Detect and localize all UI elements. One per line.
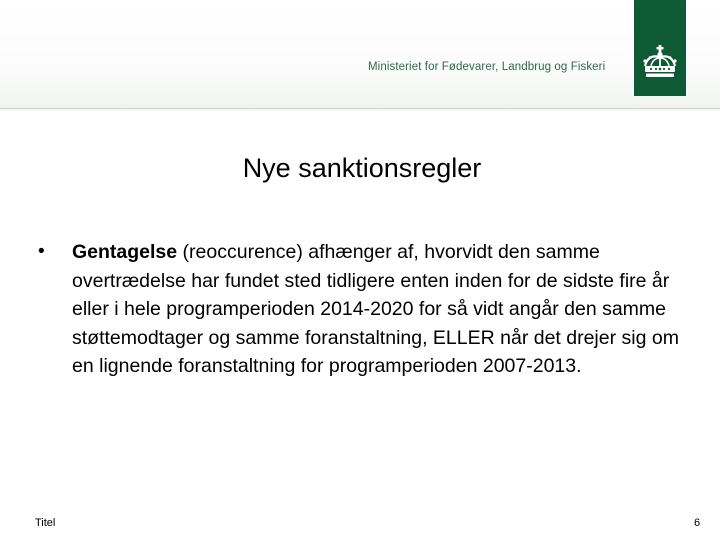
bullet-text: (reoccurence) afhænger af, hvorvidt den samme overtrædelse har fundet sted tidligere enten inden for de sidste fire år eller i hele programperioden 2014-2020 for så vidt angår den samme støttemodtager og samme foranstaltning, ELLER når det drejer sig om en lignende foranstaltning for programperioden 2007-2013. [72,241,679,377]
ministry-name: Ministeriet for Fødevarer, Landbrug og Fiskeri [368,61,606,73]
footer-title: Titel [35,517,56,529]
bullet-bold-lead: Gentagelse [72,241,178,263]
bullet-list [30,238,680,381]
slide-title: Nye sanktionsregler [242,153,482,183]
header-band [0,0,720,109]
bullet-item [30,238,680,381]
bullet-marker: • [38,241,45,262]
crown-icon [640,44,680,80]
page-number: 6 [694,517,701,529]
